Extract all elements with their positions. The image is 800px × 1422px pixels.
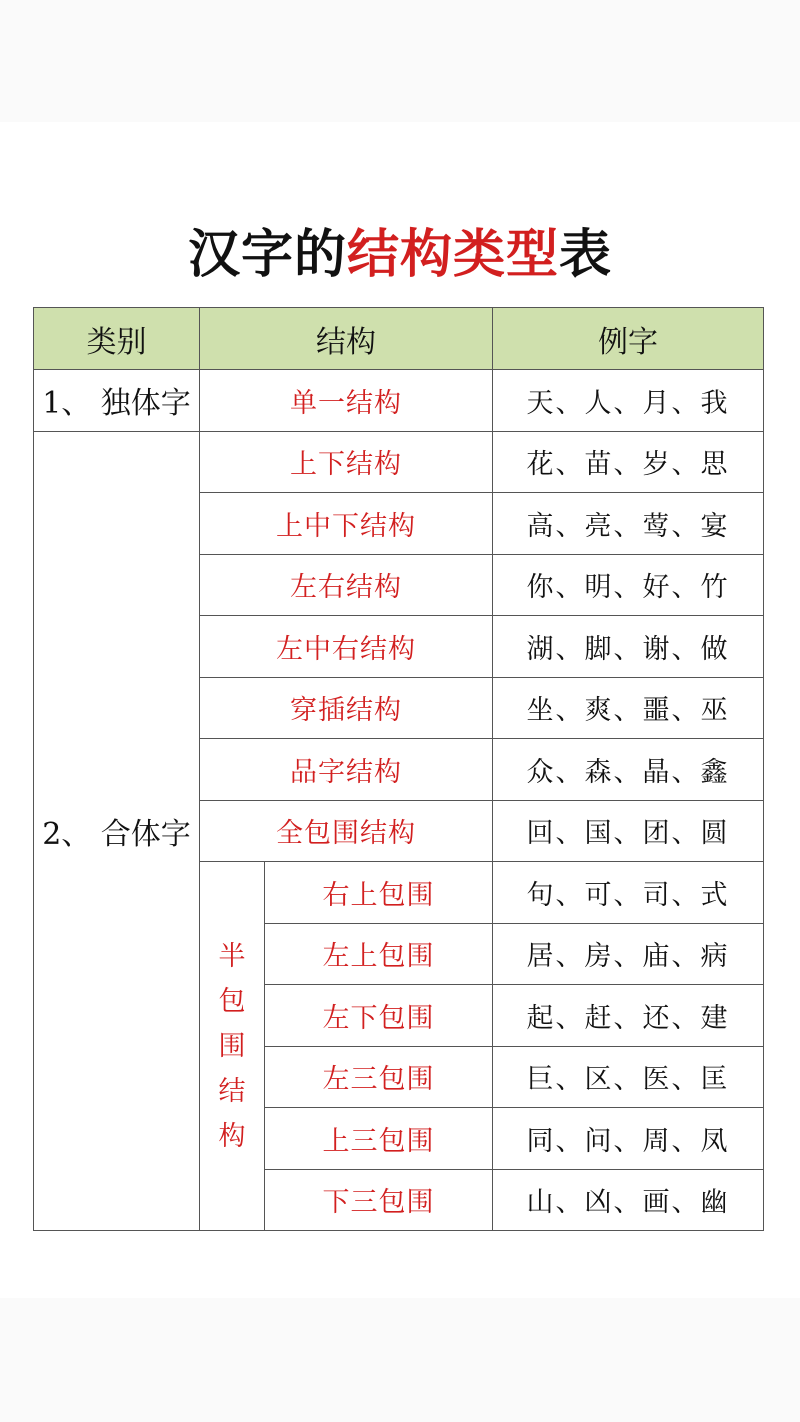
structure-table xyxy=(33,307,764,1231)
example-chars: 天、人、月、我 xyxy=(493,370,764,432)
title-suffix: 表 xyxy=(559,225,613,285)
semi-enclosure-label xyxy=(200,862,265,1231)
semi-enclosure-char: 构 xyxy=(218,1120,246,1152)
semi-enclosure-char: 包 xyxy=(218,985,246,1017)
structure-name: 左三包围 xyxy=(265,1046,493,1108)
page-title xyxy=(0,210,800,300)
example-chars: 众、森、晶、鑫 xyxy=(493,739,764,801)
structure-name: 上三包围 xyxy=(265,1108,493,1170)
header-structure: 结构 xyxy=(200,308,493,370)
semi-enclosure-char: 半 xyxy=(218,940,246,972)
structure-name: 右上包围 xyxy=(265,862,493,924)
table-row xyxy=(34,431,764,493)
structure-name: 全包围结构 xyxy=(200,800,493,862)
category-compound: 2、 合体字 xyxy=(34,431,200,1231)
table-row xyxy=(34,370,764,432)
category-single: 1、 独体字 xyxy=(34,370,200,432)
structure-name: 单一结构 xyxy=(200,370,493,432)
structure-name: 下三包围 xyxy=(265,1169,493,1231)
structure-name: 左中右结构 xyxy=(200,616,493,678)
structure-name: 品字结构 xyxy=(200,739,493,801)
example-chars: 高、亮、莺、宴 xyxy=(493,493,764,555)
table-header-row xyxy=(34,308,764,370)
structure-name: 左右结构 xyxy=(200,554,493,616)
semi-enclosure-char: 围 xyxy=(218,1030,246,1062)
example-chars: 花、苗、岁、思 xyxy=(493,431,764,493)
semi-enclosure-char: 结 xyxy=(218,1075,246,1107)
example-chars: 句、可、司、式 xyxy=(493,862,764,924)
example-chars: 坐、爽、噩、巫 xyxy=(493,677,764,739)
title-accent: 结构类型 xyxy=(346,225,559,285)
structure-name: 左下包围 xyxy=(265,985,493,1047)
example-chars: 你、明、好、竹 xyxy=(493,554,764,616)
structure-name: 上中下结构 xyxy=(200,493,493,555)
example-chars: 巨、区、医、匡 xyxy=(493,1046,764,1108)
example-chars: 湖、脚、谢、做 xyxy=(493,616,764,678)
structure-name: 左上包围 xyxy=(265,923,493,985)
header-examples: 例字 xyxy=(493,308,764,370)
example-chars: 居、房、庙、病 xyxy=(493,923,764,985)
example-chars: 回、国、团、圆 xyxy=(493,800,764,862)
example-chars: 山、凶、画、幽 xyxy=(493,1169,764,1231)
structure-name: 上下结构 xyxy=(200,431,493,493)
example-chars: 同、问、周、凤 xyxy=(493,1108,764,1170)
title-prefix: 汉字的 xyxy=(187,225,347,285)
example-chars: 起、赶、还、建 xyxy=(493,985,764,1047)
structure-name: 穿插结构 xyxy=(200,677,493,739)
header-category: 类别 xyxy=(34,308,200,370)
